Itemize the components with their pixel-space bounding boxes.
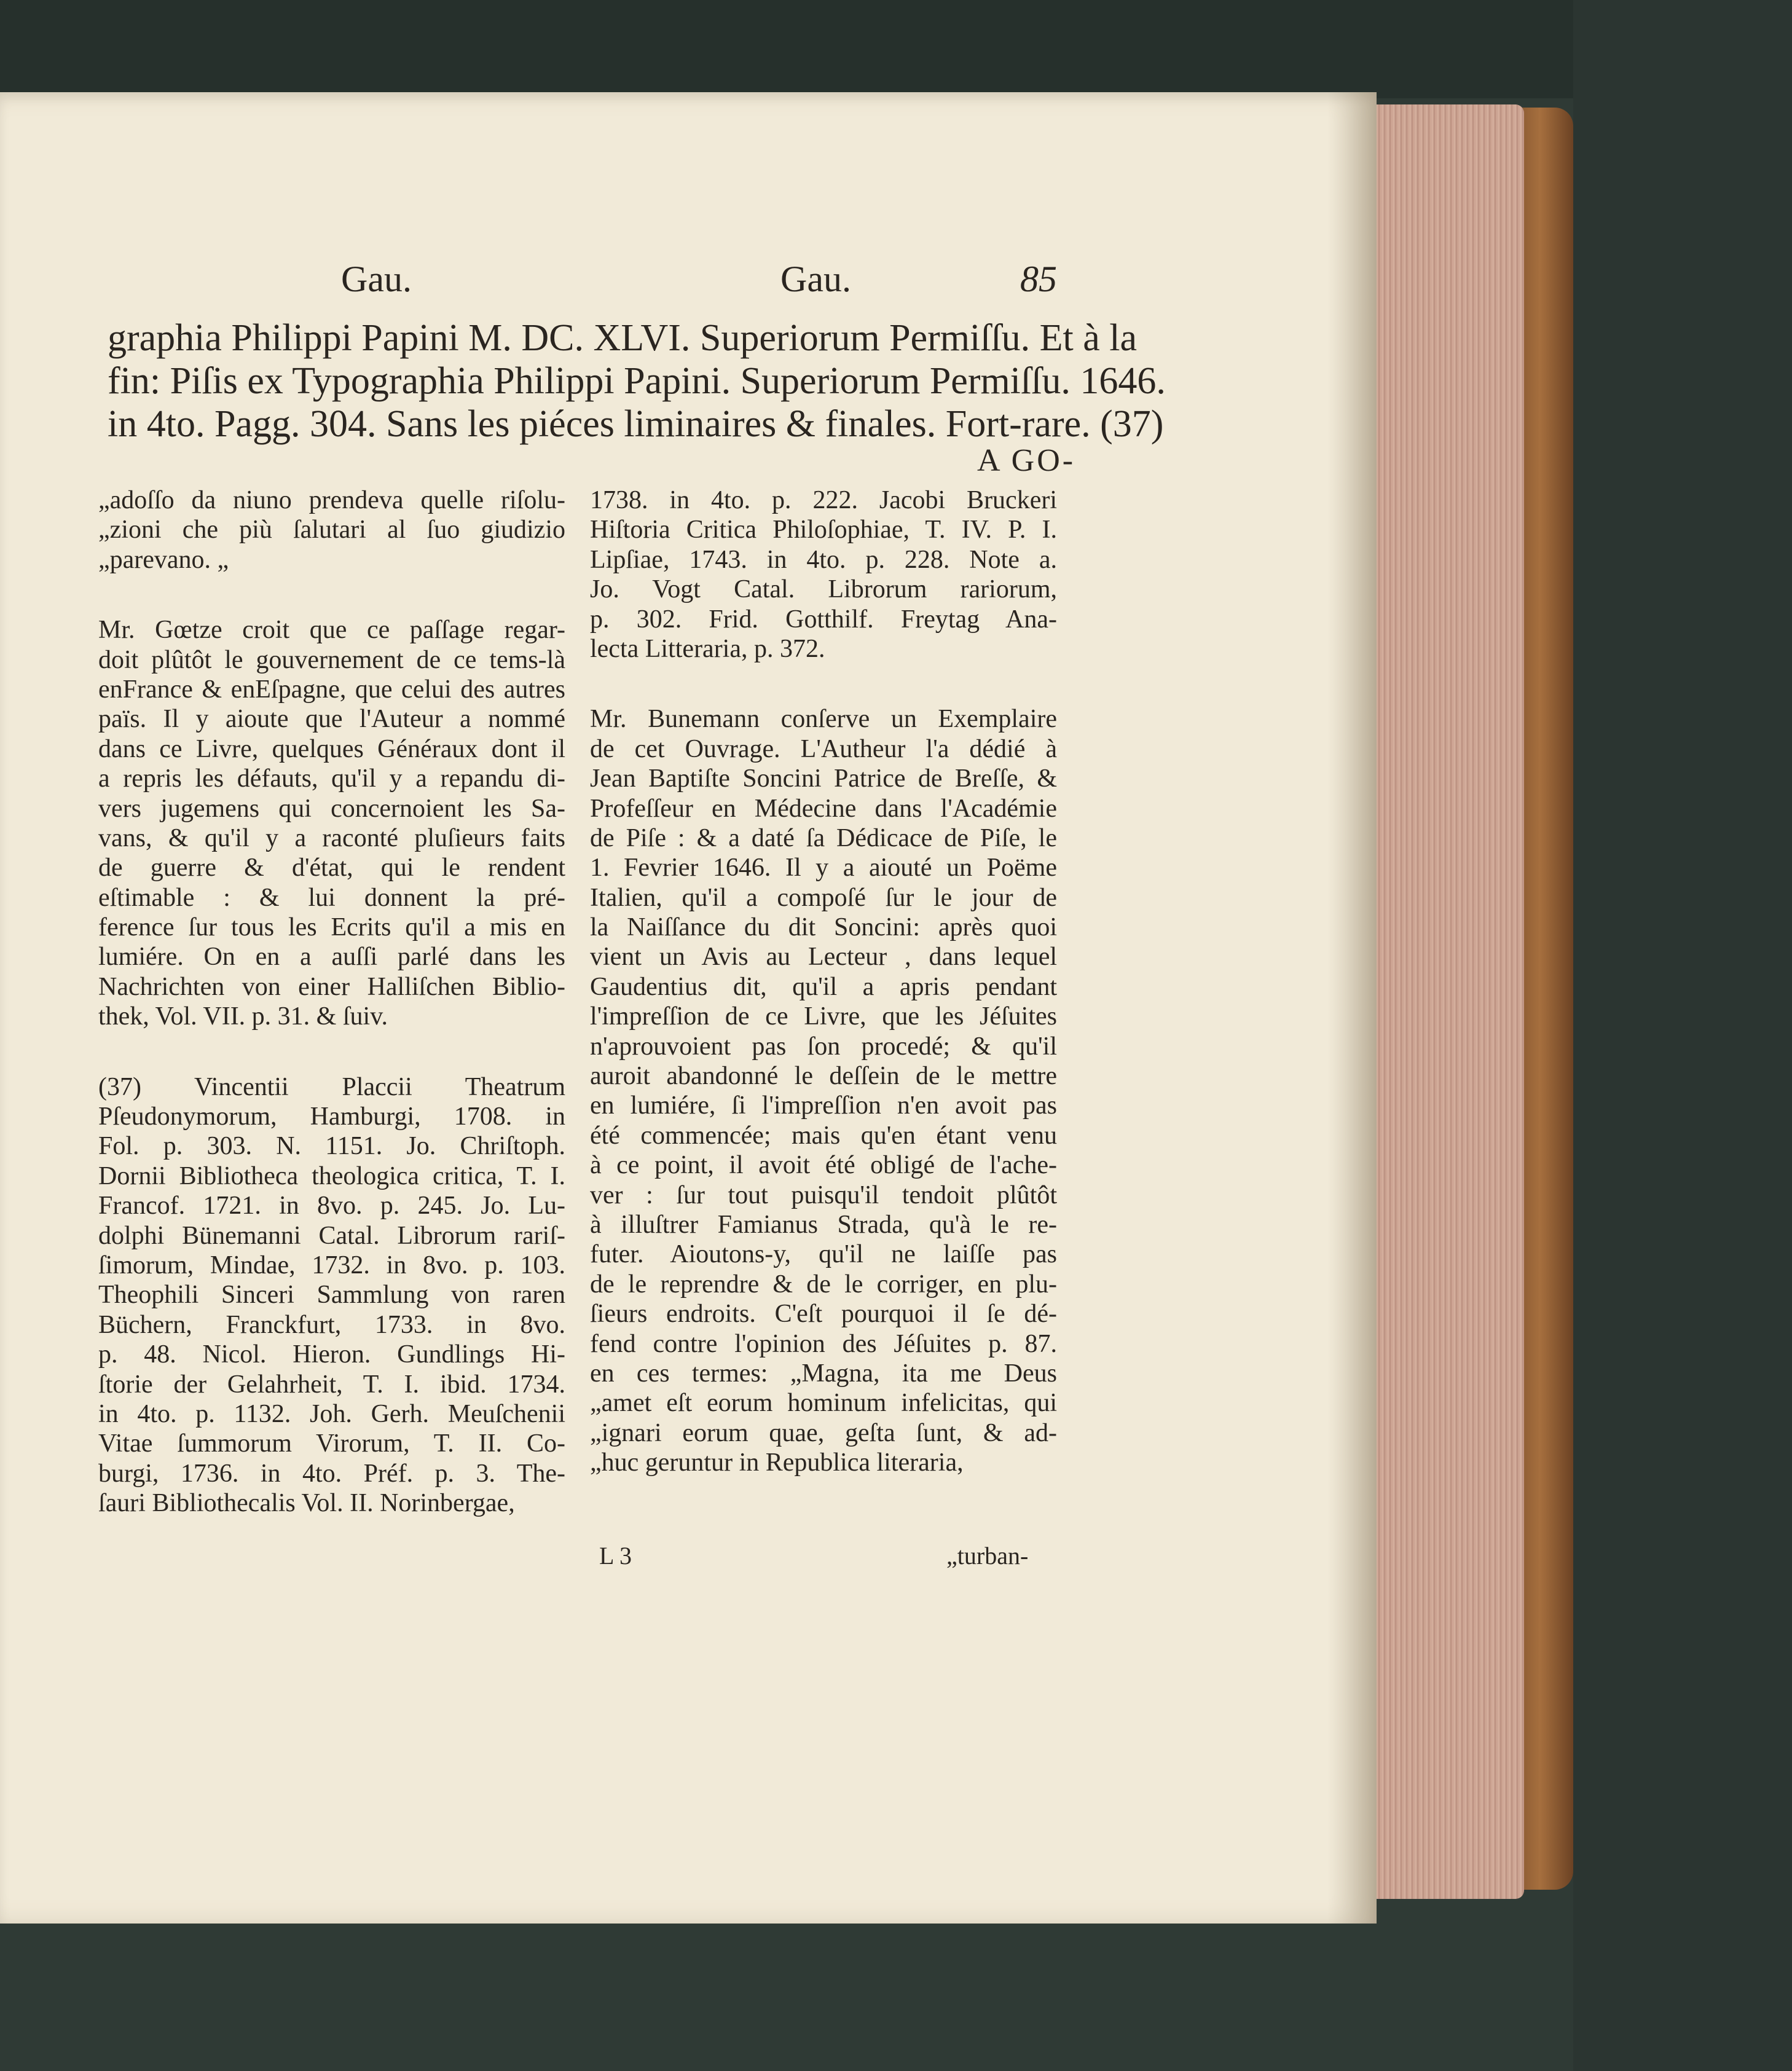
text-line: n'aprouvoient pas ſon procedé; & qu'il <box>590 1032 1057 1061</box>
text-line: ference ſur tous les Ecrits qu'il a mis en <box>98 913 565 942</box>
text-line: l'impreſſion de ce Livre, que les Jéſuites <box>590 1002 1057 1031</box>
text-line: Theophili Sinceri Sammlung von raren <box>98 1281 565 1310</box>
text-line: Mr. Gœtze croit que ce paſſage regar- <box>98 616 565 645</box>
text-line: thek, Vol. VII. p. 31. & ſuiv. <box>98 1002 388 1031</box>
page-edges <box>1364 104 1524 1899</box>
text-line: eſtimable : & lui donnent la pré- <box>98 883 565 912</box>
text-line: à illuſtrer Famianus Strada, qu'à le re- <box>590 1210 1057 1239</box>
text-line: ſauri Bibliothecalis Vol. II. Norinbergae, <box>98 1489 515 1518</box>
left-column <box>98 485 565 1519</box>
text-line: auroit abandonné le deſſein de le mettre <box>590 1062 1057 1091</box>
text-line: fend contre l'opinion des Jéſuites p. 87. <box>590 1329 1057 1358</box>
text-line: burgi, 1736. in 4to. Préf. p. 3. The- <box>98 1459 565 1488</box>
text-line: vers jugemens qui concernoient les Sa- <box>98 794 565 823</box>
catchword-top: A GO- <box>977 443 1076 478</box>
text-line: en lumiére, ſi l'impreſſion n'en avoit pas <box>590 1091 1057 1120</box>
text-line: Pſeudonymorum, Hamburgi, 1708. in <box>98 1102 565 1131</box>
text-line: „huc geruntur in Republica literaria, <box>590 1448 964 1477</box>
text-line: 1738. in 4to. p. 222. Jacobi Bruckeri <box>590 486 1057 514</box>
text-line: de le reprendre & de le corriger, en plu- <box>590 1270 1057 1299</box>
book-cover-edge <box>1518 108 1573 1890</box>
text-line: ſieurs endroits. C'eſt pourquoi il ſe dé- <box>590 1300 1057 1329</box>
text-line: de cet Ouvrage. L'Autheur l'a dédié à <box>590 734 1057 763</box>
text-line: Büchern, Franckfurt, 1733. in 8vo. <box>98 1310 565 1339</box>
text-line: Hiſtoria Critica Philoſophiae, T. IV. P. I. <box>590 516 1057 544</box>
text-line: futer. Aioutons-y, qu'il ne laiſſe pas <box>590 1240 1057 1269</box>
text-line: (37) Vincentii Placcii Theatrum <box>98 1072 565 1101</box>
text-line: la Naiſſance du dit Soncini: après quoi <box>590 913 1057 942</box>
text-line: lecta Litteraria, p. 372. <box>590 634 825 663</box>
page-shadow <box>1327 92 1377 1924</box>
text-line: de Piſe : & a daté ſa Dédicace de Piſe, le <box>590 823 1057 852</box>
text-line: Jean Baptiſte Soncini Patrice de Breſſe, & <box>590 764 1057 793</box>
text-line: été commencée; mais qu'en étant venu <box>590 1121 1057 1150</box>
text-line: à ce point, il avoit été obligé de l'ache- <box>590 1151 1057 1180</box>
signature-mark: L 3 <box>599 1542 632 1570</box>
text-line: Mr. Bunemann conſerve un Exemplaire <box>590 705 1057 734</box>
text-line: Fol. p. 303. N. 1151. Jo. Chriſtoph. <box>98 1132 565 1161</box>
text-line: p. 302. Frid. Gotthilf. Freytag Ana- <box>590 605 1057 634</box>
text-line: Profeſſeur en Médecine dans l'Académie <box>590 794 1057 823</box>
text-line: Francof. 1721. in 8vo. p. 245. Jo. Lu- <box>98 1192 565 1220</box>
text-line: Jo. Vogt Catal. Librorum rariorum, <box>590 575 1057 604</box>
text-line: „amet eſt eorum hominum infelicitas, qui <box>590 1389 1057 1418</box>
text-line: „parevano. „ <box>98 545 229 574</box>
text-line: in 4to. p. 1132. Joh. Gerh. Meuſchenii <box>98 1399 565 1428</box>
text-line: „adoſſo da niuno prendeva quelle riſolu- <box>98 486 565 514</box>
text-line: ſtorie der Gelahrheit, T. I. ibid. 1734. <box>98 1370 565 1399</box>
page-number: 85 <box>1020 259 1057 299</box>
text-line: p. 48. Nicol. Hieron. Gundlings Hi- <box>98 1340 565 1369</box>
text-line: Vitae ſummorum Virorum, T. II. Co- <box>98 1429 565 1458</box>
background-board <box>1573 0 1792 2071</box>
text-line: lumiére. On en a auſſi parlé dans les <box>98 943 565 972</box>
text-line: vans, & qu'il y a raconté pluſieurs faits <box>98 823 565 852</box>
text-line: „zioni che più ſalutari al ſuo giudizio <box>98 516 565 544</box>
text-line: Lipſiae, 1743. in 4to. p. 228. Note a. <box>590 545 1057 574</box>
background-top <box>0 0 1792 98</box>
running-header-left: Gau. <box>341 259 412 299</box>
text-line: Gaudentius dit, qu'il a apris pendant <box>590 972 1057 1001</box>
right-column <box>590 485 1057 1478</box>
running-header-center: Gau. <box>780 259 851 299</box>
catchword-bottom: „turban- <box>946 1542 1029 1570</box>
paragraph-gap <box>98 575 565 615</box>
text-line: enFrance & enEſpagne, que celui des autres <box>98 675 565 704</box>
text-line: dans ce Livre, quelques Généraux dont il <box>98 734 565 763</box>
text-line: 1. Fevrier 1646. Il y a aiouté un Poëme <box>590 854 1057 882</box>
full-width-line: graphia Philippi Papini M. DC. XLVI. Superiorum Permiſſu. Et à la <box>108 317 1138 359</box>
text-line: Nachrichten von einer Halliſchen Biblio- <box>98 972 565 1001</box>
text-line: Dornii Bibliotheca theologica critica, T. I. <box>98 1161 565 1190</box>
full-width-line: in 4to. Pagg. 304. Sans les piéces liminaires & finales. Fort-rare. (37) <box>108 403 1164 445</box>
text-line: en ces termes: „Magna, ita me Deus <box>590 1359 1057 1388</box>
text-line: a repris les défauts, qu'il y a repandu di- <box>98 764 565 793</box>
text-line: doit plûtôt le gouvernement de ce tems-là <box>98 645 565 674</box>
text-line: Italien, qu'il a compoſé ſur le jour de <box>590 883 1057 912</box>
text-line: ver : ſur tout puisqu'il tendoit plûtôt <box>590 1181 1057 1209</box>
text-line: ſimorum, Mindae, 1732. in 8vo. p. 103. <box>98 1251 565 1279</box>
text-line: de guerre & d'état, qui le rendent <box>98 854 565 882</box>
paragraph-gap <box>98 1032 565 1072</box>
paragraph-gap <box>590 664 1057 704</box>
text-line: païs. Il y aioute que l'Auteur a nommé <box>98 705 565 734</box>
text-line: dolphi Bünemanni Catal. Librorum rariſ- <box>98 1221 565 1250</box>
text-line: „ignari eorum quae, geſta ſunt, & ad- <box>590 1418 1057 1447</box>
full-width-line: fin: Piſis ex Typographia Philippi Papini. Superiorum Permiſſu. 1646. <box>108 360 1166 402</box>
text-line: vient un Avis au Lecteur , dans lequel <box>590 943 1057 972</box>
